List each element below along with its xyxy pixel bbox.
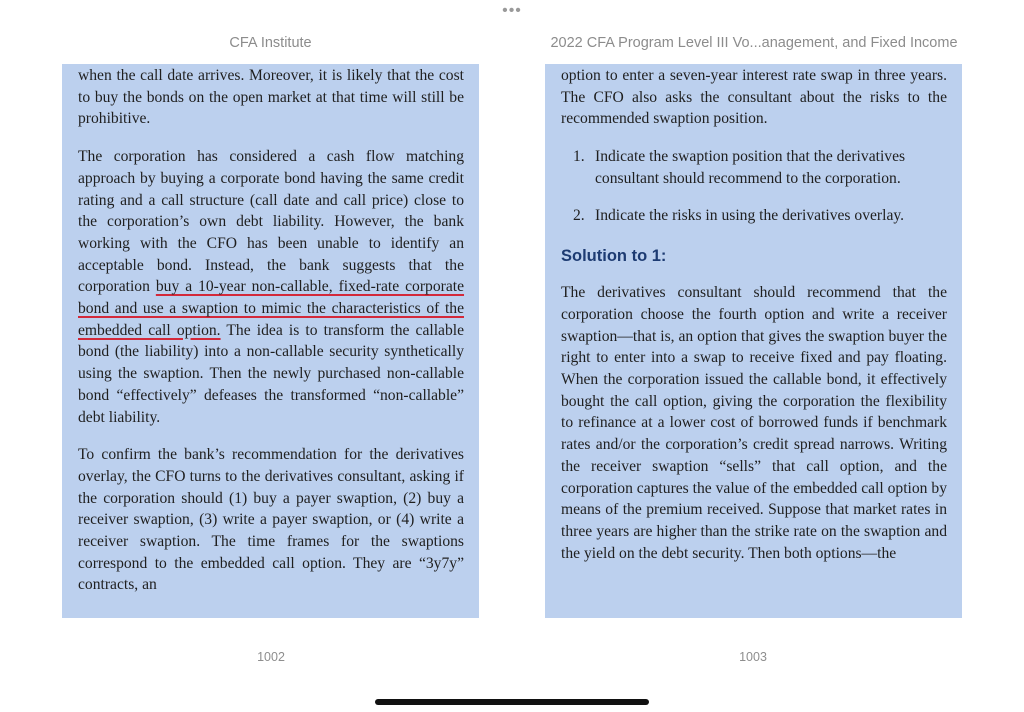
right-paragraph-1: option to enter a seven-year interest rate swap in three years. The CFO also asks the consultant about the risks to the recommended swaption position. [561, 67, 947, 128]
left-running-header: CFA Institute [229, 35, 312, 51]
list-item [561, 205, 947, 227]
right-page[interactable] [545, 64, 962, 618]
list-item [561, 146, 947, 189]
home-indicator[interactable] [375, 699, 649, 705]
more-options-icon[interactable]: ••• [502, 2, 522, 19]
left-page[interactable] [62, 64, 479, 618]
left-paragraph-2-start: The corporation has considered a cash flow matching approach by buying a corporate bond having the same credit rating and a call structure (call date and call price) close to the corporation’s own debt liability. However, the bank working with the CFO has been unable to identify an acceptable bond. Instead, the bank suggests that the corporation [78, 148, 464, 296]
list-item-text: Indicate the risks in using the derivatives overlay. [595, 206, 905, 224]
list-item-number: 2. [573, 206, 585, 224]
left-paragraph-3: To confirm the bank’s recommendation for the derivatives overlay, the CFO turns to the derivatives consultant, asking if the corporation should (1) buy a payer swaption, (2) buy a receiver swaption, (3) write a payer swaption, or (4) write a receiver swaption. The time frames for the swaptions correspond to the embedded call option. They are “3y7y” contracts, an [78, 446, 464, 594]
left-page-text [78, 65, 464, 596]
right-paragraph-2: The derivatives consultant should recommend that the corporation choose the fourth option and write a receiver swaption—that is, an option that gives the swaption buyer the right to enter into a swap to receive fixed and pay floating. When the corporation issued the callable bond, it effectively bought the call option, giving the corporation the flexibility to refinance at a lower cost of borrowed funds if benchmark rates and/or the corporation’s credit spread narrows. Writing the receiver swaption “sells” that call option, and the corporation captures the value of the embedded call option by means of the premium received. Suppose that market rates in three years are higher than the strike rate on the swaption and the yield on the debt security. Then both options—the [561, 284, 947, 562]
right-page-text [561, 65, 947, 564]
solution-heading: Solution to 1: [561, 247, 667, 266]
left-page-number: 1002 [257, 650, 285, 664]
left-paragraph-1: when the call date arrives. Moreover, it is likely that the cost to buy the bonds on the open market at that time will still be prohibitive. [78, 67, 464, 128]
left-paragraph-2-end: The idea is to transform the callable bond (the liability) into a non-callable security synthetically using the swaption. Then the newly purchased non-callable bond “effectively” defeases the transformed “non-callable” debt liability. [78, 321, 465, 426]
list-item-text: Indicate the swaption position that the derivatives consultant should recommend to the corporation. [595, 148, 906, 187]
left-paragraph-2 [78, 146, 464, 428]
list-item-number: 1. [573, 148, 585, 166]
right-page-number: 1003 [739, 650, 767, 664]
right-running-header: 2022 CFA Program Level III Vo...anagement, and Fixed Income [550, 35, 958, 51]
question-list [561, 146, 947, 226]
highlighted-passage[interactable]: buy a 10-year non-callable, fixed-rate corporate bond and use a swaption to mimic the characteristics of the embedded call option. [78, 278, 465, 339]
